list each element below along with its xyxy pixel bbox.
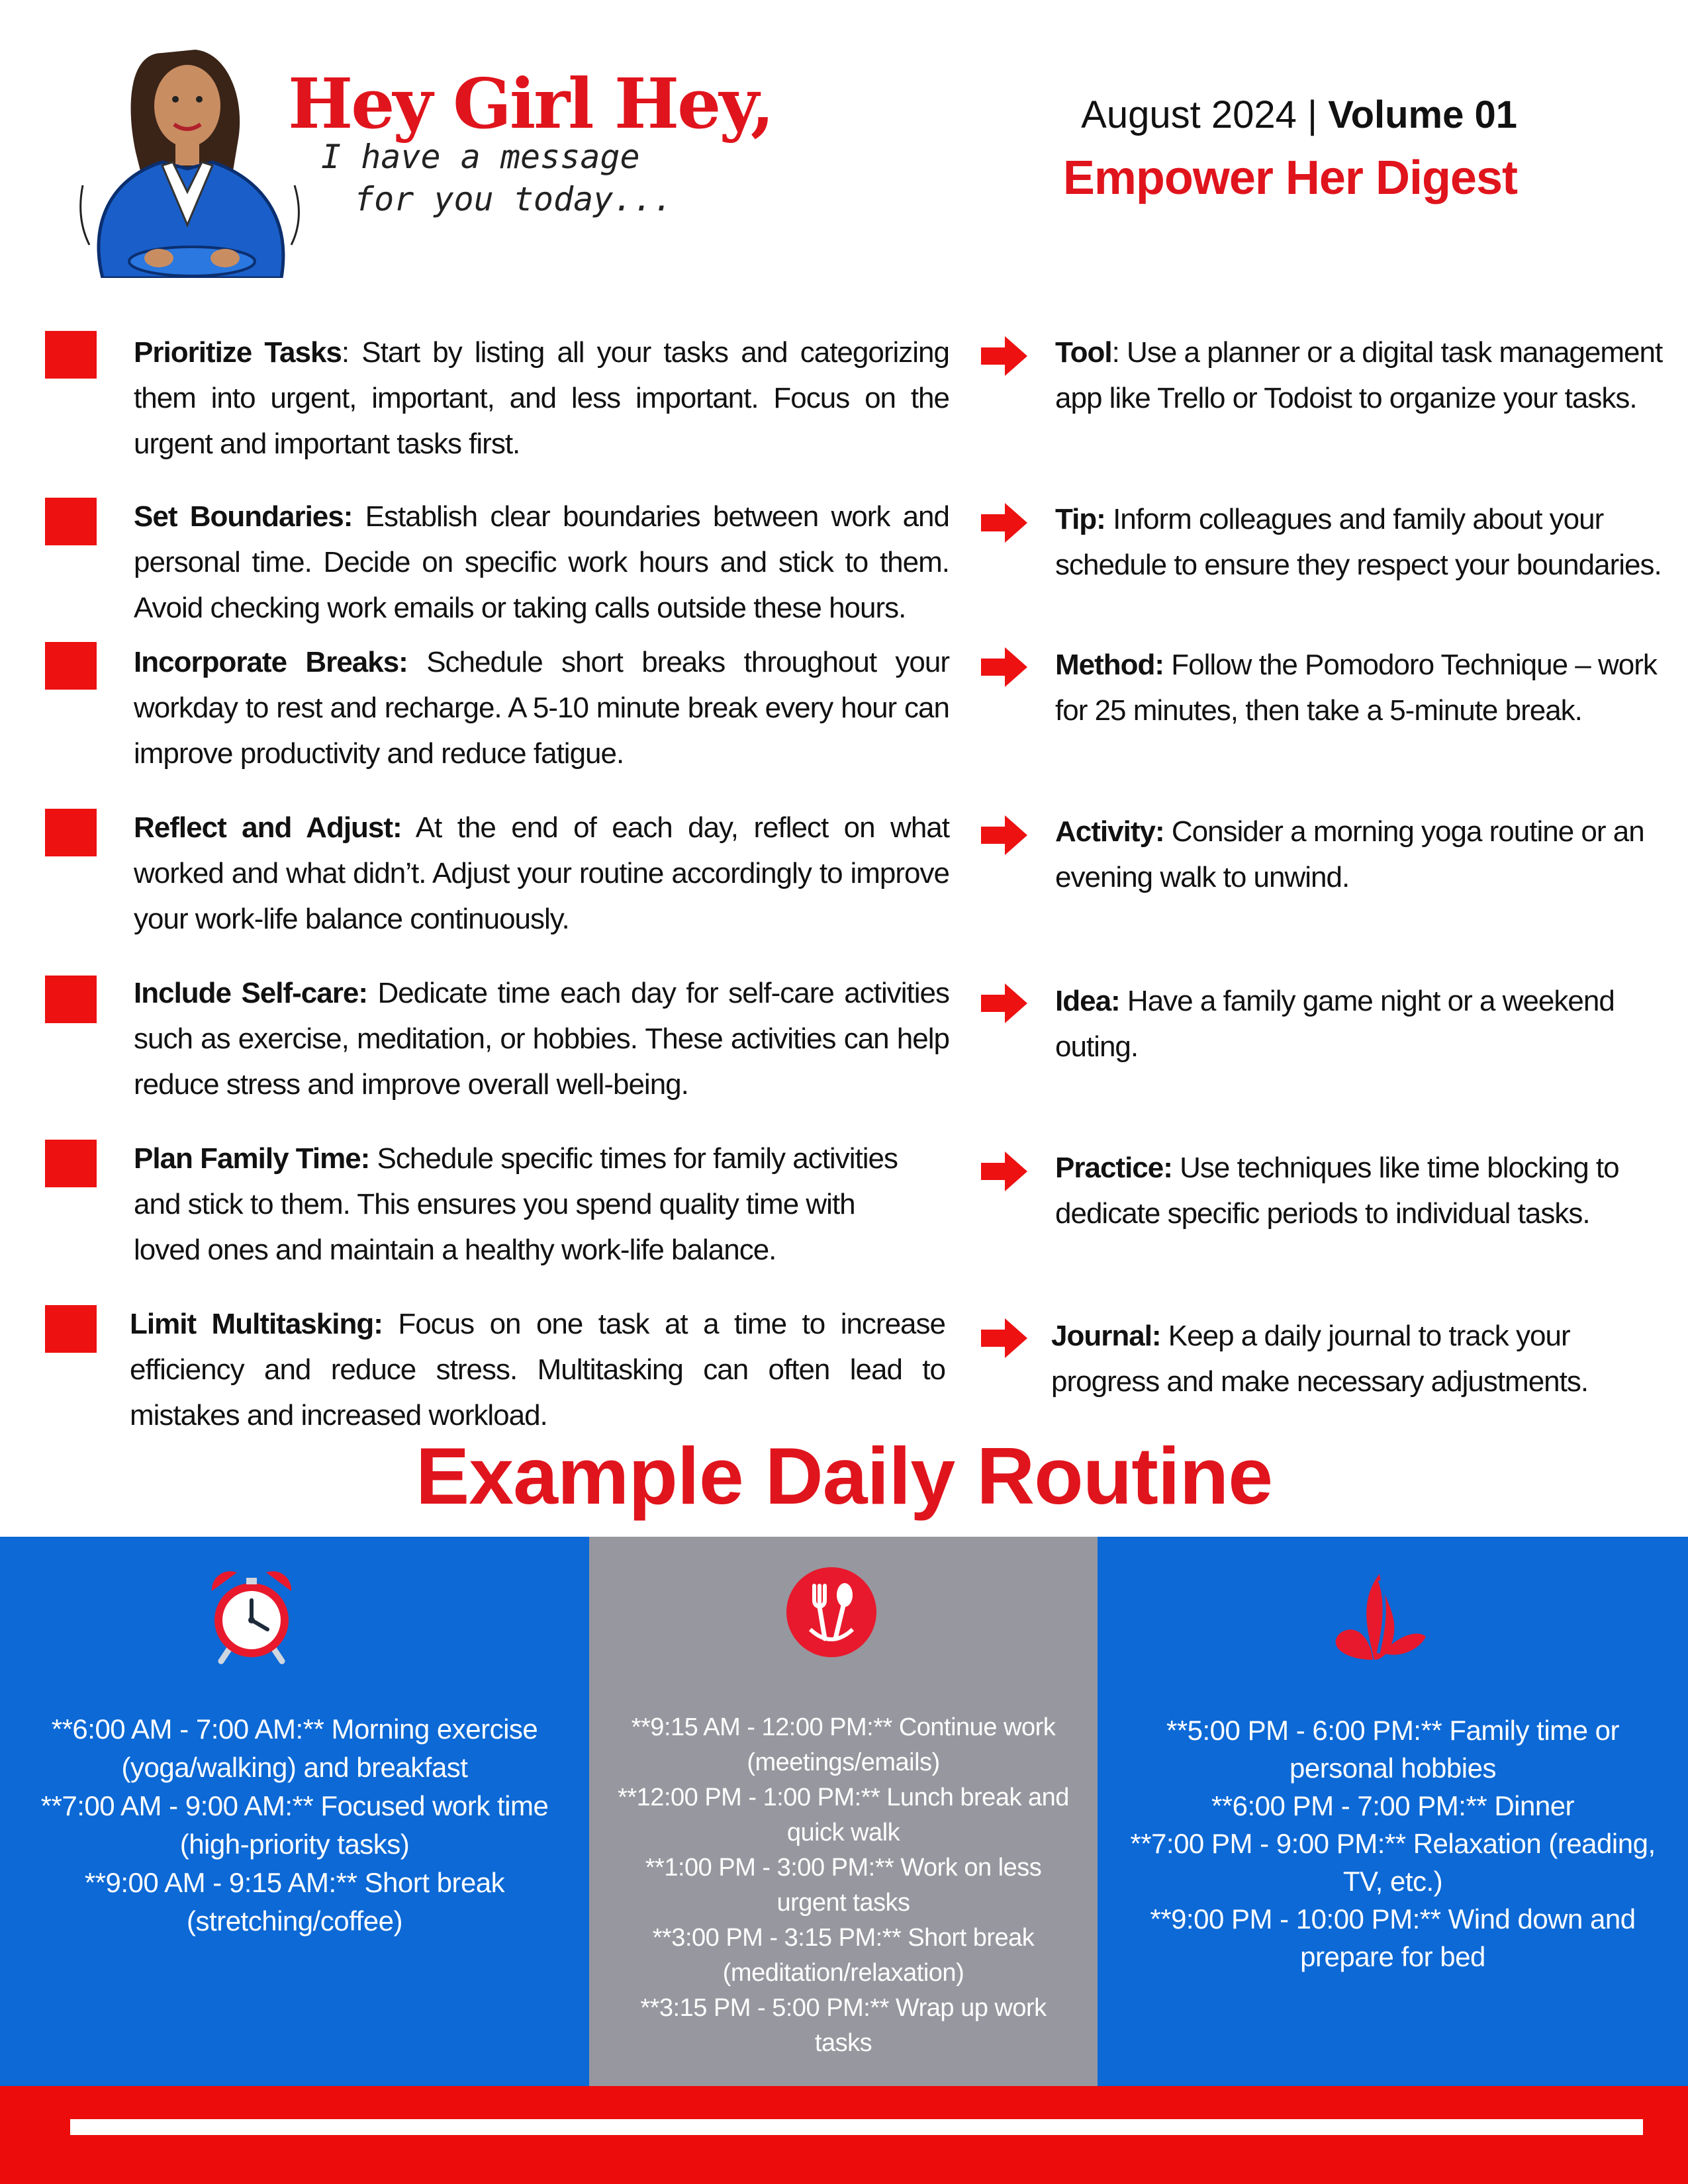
- tip-label: Limit Multitasking:: [130, 1308, 383, 1340]
- tip-label: Include Self-care:: [134, 977, 367, 1009]
- fork-spoon-icon: [785, 1566, 878, 1659]
- hint-text: [1055, 809, 1681, 900]
- woman-illustration-icon: [63, 26, 314, 278]
- arrow-right-icon: [981, 1318, 1027, 1358]
- routine-item: **7:00 PM - 9:00 PM:** Relaxation (reading, TV, etc.): [1130, 1828, 1656, 1897]
- hint-body: : Use a planner or a digital task management app like Trello or Todoist to organize your tasks.: [1055, 336, 1663, 414]
- routine-morning-text: [33, 1710, 556, 1940]
- routine-item: **6:00 AM - 7:00 AM:** Morning exercise (yoga/walking) and breakfast: [51, 1713, 538, 1783]
- hint-label: Tip:: [1055, 503, 1105, 535]
- tip-body: Focus on one task at a time to increase efficiency and reduce stress. Multitasking can often lead to mistakes and increased workload.: [130, 1308, 945, 1432]
- routine-item: **9:15 AM - 12:00 PM:** Continue work (meetings/emails): [631, 1713, 1056, 1776]
- hint-text: [1055, 330, 1681, 421]
- hint-label: Method:: [1055, 649, 1164, 681]
- hint-label: Activity:: [1055, 815, 1164, 848]
- brand-name: Hey Girl Hey,: [288, 63, 773, 144]
- bullet-square-icon: [45, 498, 97, 545]
- routine-item: **7:00 AM - 9:00 AM:** Focused work time (high-priority tasks): [40, 1790, 549, 1860]
- tip-body: Schedule short breaks throughout your workday to rest and recharge. A 5-10 minute break every hour can improve productivity and reduce fatigue.: [134, 646, 949, 770]
- hint-body: Keep a daily journal to track your progress and make necessary adjustments.: [1051, 1320, 1589, 1398]
- routine-panel-evening: [1098, 1537, 1688, 2086]
- hint-body: Consider a morning yoga routine or an evening walk to unwind.: [1055, 815, 1644, 893]
- digest-title: Empower Her Digest: [1062, 152, 1517, 205]
- brand-logo: [63, 26, 773, 278]
- routine-item: **9:00 PM - 10:00 PM:** Wind down and prepare for bed: [1150, 1903, 1636, 1972]
- routine-evening-text: [1124, 1711, 1662, 1976]
- tip-text: [134, 970, 949, 1107]
- hint-label: Practice:: [1055, 1152, 1172, 1184]
- tip-text: [134, 494, 949, 631]
- routine-title: Example Daily Routine: [415, 1431, 1273, 1521]
- arrow-right-icon: [981, 815, 1027, 855]
- tip-label: Incorporate Breaks:: [134, 646, 408, 678]
- hint-body: Follow the Pomodoro Technique – work for 25 minutes, then take a 5-minute break.: [1055, 649, 1657, 727]
- hint-text: [1055, 978, 1681, 1069]
- hint-text: [1055, 496, 1681, 588]
- footer-band: [0, 2086, 1688, 2184]
- butterfly-icon: [1320, 1561, 1432, 1673]
- hint-text: [1051, 1313, 1677, 1404]
- bullet-square-icon: [45, 1305, 97, 1353]
- routine-item: **3:00 PM - 3:15 PM:** Short break (meditation/relaxation): [652, 1924, 1035, 1987]
- hint-label: Journal:: [1051, 1320, 1161, 1352]
- routine-item: **3:15 PM - 5:00 PM:** Wrap up work tasks: [640, 1994, 1047, 2057]
- tagline-line-1: I have a message: [321, 138, 640, 176]
- hint-text: [1055, 642, 1681, 733]
- alarm-clock-icon: [205, 1565, 298, 1665]
- tip-body: At the end of each day, reflect on what worked and what didn’t. Adjust your routine accordingly to improve your work-life balance continuously.: [134, 811, 949, 935]
- routine-item: **12:00 PM - 1:00 PM:** Lunch break and quick walk: [618, 1784, 1069, 1846]
- arrow-right-icon: [981, 983, 1027, 1023]
- bullet-square-icon: [45, 976, 97, 1023]
- hint-body: Have a family game night or a weekend outing.: [1055, 985, 1615, 1063]
- issue-date: August 2024 |: [1081, 93, 1318, 136]
- tip-text: [134, 805, 949, 942]
- hint-body: Use techniques like time blocking to dedicate specific periods to individual tasks.: [1055, 1152, 1619, 1230]
- tip-text: [130, 1301, 945, 1438]
- tip-body: Dedicate time each day for self-care activities such as exercise, meditation, or hobbies. These activities can help reduce stress and improve overall well-being.: [134, 977, 949, 1101]
- bullet-square-icon: [45, 809, 97, 856]
- tip-body: Establish clear boundaries between work and personal time. Decide on specific work hours and stick to them. Avoid checking work emails or taking calls outside these hours.: [134, 500, 950, 624]
- arrow-right-icon: [981, 1152, 1027, 1191]
- hint-label: Idea:: [1055, 985, 1120, 1017]
- tip-text: [134, 1136, 928, 1273]
- hint-body: Inform colleagues and family about your schedule to ensure they respect your boundaries.: [1055, 503, 1662, 581]
- routine-midday-text: [616, 1710, 1071, 2061]
- tip-label: Prioritize Tasks: [134, 336, 342, 369]
- tagline-line-2: for you today...: [354, 180, 673, 218]
- tip-text: [134, 330, 949, 467]
- tip-body: Schedule specific times for family activities and stick to them. This ensures you spend quality time with loved ones and maintain a healthy work-life balance.: [134, 1142, 898, 1266]
- bullet-square-icon: [45, 642, 97, 690]
- tip-label: Plan Family Time:: [134, 1142, 370, 1175]
- bullet-square-icon: [45, 1140, 97, 1187]
- issue-info: [1081, 93, 1517, 137]
- tip-label: Set Boundaries:: [134, 500, 353, 533]
- bullet-square-icon: [45, 331, 97, 379]
- hint-text: [1055, 1145, 1681, 1236]
- routine-panel-midday: [589, 1537, 1098, 2086]
- routine-panel-morning: [0, 1537, 589, 2086]
- arrow-right-icon: [981, 336, 1027, 376]
- footer-divider: [70, 2119, 1643, 2135]
- arrow-right-icon: [981, 647, 1027, 687]
- routine-item: **5:00 PM - 6:00 PM:** Family time or personal hobbies: [1166, 1715, 1620, 1784]
- routine-item: **6:00 PM - 7:00 PM:** Dinner: [1211, 1790, 1575, 1821]
- routine-item: **9:00 AM - 9:15 AM:** Short break (stretching/coffee): [84, 1867, 505, 1936]
- routine-item: **1:00 PM - 3:00 PM:** Work on less urgent tasks: [645, 1854, 1042, 1917]
- tip-body: : Start by listing all your tasks and categorizing them into urgent, important, and less important. Focus on the urgent and important tasks first.: [134, 336, 949, 460]
- issue-volume: Volume 01: [1328, 93, 1517, 136]
- tip-label: Reflect and Adjust:: [134, 811, 402, 844]
- tip-text: [134, 639, 949, 776]
- arrow-right-icon: [981, 503, 1027, 543]
- hint-label: Tool: [1055, 336, 1112, 369]
